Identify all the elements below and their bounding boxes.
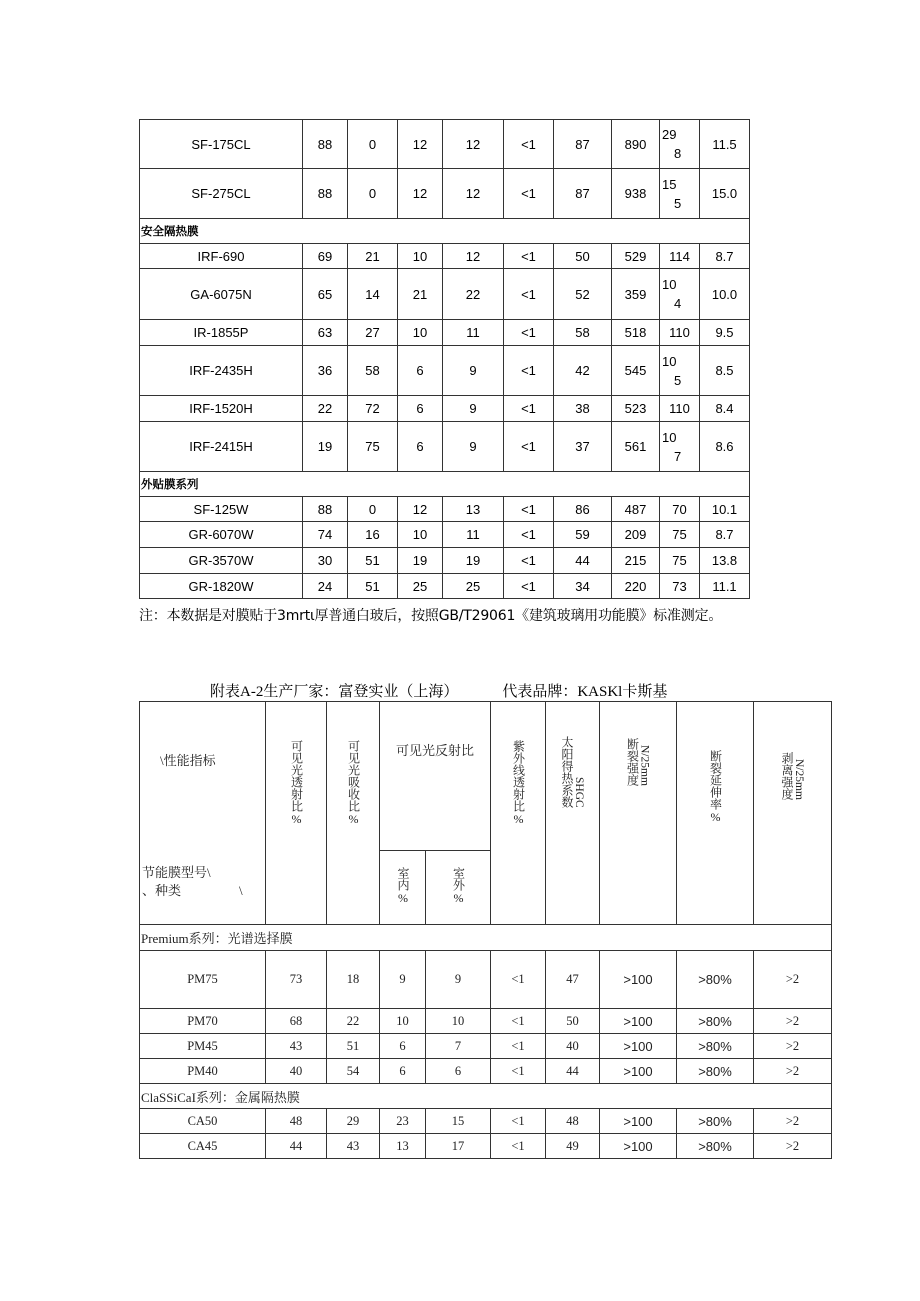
value-cell: 65 <box>303 269 348 320</box>
value-cell: 40 <box>266 1059 327 1084</box>
value-cell: 545 <box>612 346 660 396</box>
header-row <box>140 702 832 851</box>
value-cell: 87 <box>554 169 612 219</box>
model-cell: IRF-2435H <box>140 346 303 396</box>
value-cell: 52 <box>554 269 612 320</box>
value-cell: 44 <box>266 1134 327 1159</box>
value-cell: 15.0 <box>700 169 750 219</box>
value-cell: <1 <box>504 120 554 169</box>
value-cell: <1 <box>504 522 554 548</box>
split-value-bottom: 5 <box>674 195 682 211</box>
value-cell: >80% <box>677 1059 754 1084</box>
film-data-table-2 <box>139 701 832 1159</box>
table-row <box>140 1134 832 1159</box>
value-cell: 0 <box>348 120 398 169</box>
value-cell: <1 <box>491 1109 546 1134</box>
value-cell: 523 <box>612 396 660 422</box>
header-break-strength: 断裂强度N/25mm <box>600 702 677 925</box>
value-cell: 75 <box>660 548 700 574</box>
value-cell: <1 <box>504 396 554 422</box>
value-cell: 63 <box>303 320 348 346</box>
value-cell: 21 <box>398 269 443 320</box>
value-cell: 13 <box>380 1134 426 1159</box>
value-cell: 50 <box>546 1009 600 1034</box>
caption-brand: 代表品牌：KASKl卡斯基 <box>502 684 668 700</box>
value-cell: 6 <box>380 1034 426 1059</box>
model-cell: PM70 <box>140 1009 266 1034</box>
value-cell: 49 <box>546 1134 600 1159</box>
value-cell: 74 <box>303 522 348 548</box>
value-cell: <1 <box>504 548 554 574</box>
value-cell: 29 <box>327 1109 380 1134</box>
value-cell: 890 <box>612 120 660 169</box>
value-cell: 12 <box>443 244 504 269</box>
value-cell: >100 <box>600 1009 677 1034</box>
value-cell: 21 <box>348 244 398 269</box>
table-row <box>140 396 750 422</box>
table-row <box>140 320 750 346</box>
value-cell: 73 <box>266 951 327 1009</box>
header-indoor: 室内% <box>380 851 426 925</box>
value-cell: >100 <box>600 1134 677 1159</box>
split-value-bottom: 4 <box>674 296 682 311</box>
model-cell: CA45 <box>140 1134 266 1159</box>
table-row <box>140 120 750 169</box>
value-cell: >2 <box>754 1059 832 1084</box>
value-cell: 9 <box>443 422 504 472</box>
value-cell: <1 <box>504 574 554 599</box>
value-cell: 22 <box>327 1009 380 1034</box>
model-cell: IRF-2415H <box>140 422 303 472</box>
header-outdoor: 室外% <box>426 851 491 925</box>
value-cell: 50 <box>554 244 612 269</box>
value-cell: 19 <box>443 548 504 574</box>
value-cell: 114 <box>660 244 700 269</box>
value-cell: 11.5 <box>700 120 750 169</box>
header-visible-trans: 可见光透射比% <box>266 702 327 925</box>
value-cell: 14 <box>348 269 398 320</box>
value-cell: 6 <box>426 1059 491 1084</box>
value-cell: 58 <box>348 346 398 396</box>
table-row <box>140 422 750 472</box>
header-visible-abs: 可见光吸收比% <box>327 702 380 925</box>
header-visible-refl: 可见光反射比 <box>380 702 491 851</box>
split-value-cell <box>660 269 700 320</box>
split-value-top: 10 <box>662 429 677 445</box>
value-cell: 25 <box>398 574 443 599</box>
table-row <box>140 244 750 269</box>
value-cell: 12 <box>443 169 504 219</box>
value-cell: >2 <box>754 1009 832 1034</box>
table-row <box>140 548 750 574</box>
value-cell: 518 <box>612 320 660 346</box>
model-cell: CA50 <box>140 1109 266 1134</box>
value-cell: 487 <box>612 497 660 522</box>
value-cell: 9 <box>426 951 491 1009</box>
section-row <box>140 925 832 951</box>
value-cell: 8.6 <box>700 422 750 472</box>
value-cell: 12 <box>443 120 504 169</box>
value-cell: 42 <box>554 346 612 396</box>
value-cell: 44 <box>554 548 612 574</box>
value-cell: <1 <box>491 951 546 1009</box>
value-cell: <1 <box>491 1034 546 1059</box>
value-cell: >2 <box>754 951 832 1009</box>
value-cell: >80% <box>677 1009 754 1034</box>
value-cell: 68 <box>266 1009 327 1034</box>
value-cell: >2 <box>754 1034 832 1059</box>
value-cell: 8.5 <box>700 346 750 396</box>
value-cell: 22 <box>303 396 348 422</box>
split-value-top: 29 <box>662 127 677 142</box>
value-cell: 561 <box>612 422 660 472</box>
split-value-bottom: 5 <box>674 372 682 388</box>
table-row <box>140 1009 832 1034</box>
value-cell: 9 <box>443 396 504 422</box>
value-cell: 529 <box>612 244 660 269</box>
value-cell: 10 <box>426 1009 491 1034</box>
table-row <box>140 169 750 219</box>
value-cell: 12 <box>398 497 443 522</box>
value-cell: >100 <box>600 1109 677 1134</box>
table-row <box>140 497 750 522</box>
value-cell: 40 <box>546 1034 600 1059</box>
model-cell: SF-275CL <box>140 169 303 219</box>
value-cell: 8.4 <box>700 396 750 422</box>
value-cell: 51 <box>348 548 398 574</box>
value-cell: >100 <box>600 1059 677 1084</box>
table-row <box>140 1034 832 1059</box>
value-cell: 110 <box>660 320 700 346</box>
value-cell: 19 <box>398 548 443 574</box>
split-value-cell <box>660 346 700 396</box>
model-cell: GR-6070W <box>140 522 303 548</box>
type-label: 、种类 \ <box>142 883 243 898</box>
model-cell: SF-175CL <box>140 120 303 169</box>
value-cell: 16 <box>348 522 398 548</box>
value-cell: >80% <box>677 1134 754 1159</box>
model-cell: PM45 <box>140 1034 266 1059</box>
section-heading: 安全隔热膜 <box>140 219 750 244</box>
value-cell: >80% <box>677 1109 754 1134</box>
value-cell: 34 <box>554 574 612 599</box>
value-cell: 54 <box>327 1059 380 1084</box>
value-cell: <1 <box>491 1009 546 1034</box>
value-cell: <1 <box>504 320 554 346</box>
header-uv-trans: 紫外线透射比% <box>491 702 546 925</box>
value-cell: >100 <box>600 1034 677 1059</box>
model-cell: PM40 <box>140 1059 266 1084</box>
model-cell: IR-1855P <box>140 320 303 346</box>
value-cell: 10 <box>380 1009 426 1034</box>
perf-indicator-label: \性能指标 <box>160 753 216 768</box>
header-peel-strength: 剥离强度N/25mm <box>754 702 832 925</box>
value-cell: 19 <box>303 422 348 472</box>
value-cell: 30 <box>303 548 348 574</box>
value-cell: 48 <box>266 1109 327 1134</box>
value-cell: 7 <box>426 1034 491 1059</box>
value-cell: 43 <box>266 1034 327 1059</box>
section-row <box>140 472 750 497</box>
table-row <box>140 269 750 320</box>
value-cell: 9 <box>380 951 426 1009</box>
value-cell: 75 <box>348 422 398 472</box>
value-cell: 0 <box>348 169 398 219</box>
model-cell: SF-125W <box>140 497 303 522</box>
header-corner-cell <box>140 702 266 925</box>
value-cell: 88 <box>303 497 348 522</box>
value-cell: 73 <box>660 574 700 599</box>
value-cell: <1 <box>504 346 554 396</box>
value-cell: 59 <box>554 522 612 548</box>
value-cell: >80% <box>677 1034 754 1059</box>
split-value-bottom: 8 <box>674 146 682 161</box>
table-row <box>140 1059 832 1084</box>
value-cell: 13 <box>443 497 504 522</box>
caption-manufacturer: 附表A-2生产厂家：富登实业（上海） <box>210 684 459 700</box>
value-cell: 38 <box>554 396 612 422</box>
header-solar-heat: 太阳得热系数SHGC <box>546 702 600 925</box>
value-cell: <1 <box>504 169 554 219</box>
value-cell: 11.1 <box>700 574 750 599</box>
value-cell: 209 <box>612 522 660 548</box>
value-cell: 8.7 <box>700 244 750 269</box>
value-cell: <1 <box>504 422 554 472</box>
value-cell: 88 <box>303 120 348 169</box>
value-cell: <1 <box>504 497 554 522</box>
value-cell: <1 <box>504 244 554 269</box>
model-cell: IRF-1520H <box>140 396 303 422</box>
value-cell: 11 <box>443 320 504 346</box>
value-cell: 10 <box>398 244 443 269</box>
value-cell: 11 <box>443 522 504 548</box>
value-cell: 70 <box>660 497 700 522</box>
value-cell: <1 <box>491 1134 546 1159</box>
value-cell: 12 <box>398 120 443 169</box>
value-cell: 17 <box>426 1134 491 1159</box>
table-row <box>140 574 750 599</box>
model-cell: GA-6075N <box>140 269 303 320</box>
value-cell: 23 <box>380 1109 426 1134</box>
model-cell: GR-3570W <box>140 548 303 574</box>
value-cell: 51 <box>348 574 398 599</box>
split-value-top: 10 <box>662 353 677 369</box>
section-heading: ClaSSiCaI系列：金属隔热膜 <box>140 1084 832 1109</box>
model-cell: PM75 <box>140 951 266 1009</box>
value-cell: 359 <box>612 269 660 320</box>
split-value-top: 15 <box>662 176 677 192</box>
value-cell: 47 <box>546 951 600 1009</box>
value-cell: 36 <box>303 346 348 396</box>
film-data-table-1 <box>139 119 750 599</box>
value-cell: 938 <box>612 169 660 219</box>
value-cell: 27 <box>348 320 398 346</box>
table-row <box>140 522 750 548</box>
value-cell: 22 <box>443 269 504 320</box>
value-cell: 15 <box>426 1109 491 1134</box>
value-cell: 51 <box>327 1034 380 1059</box>
value-cell: 72 <box>348 396 398 422</box>
value-cell: 44 <box>546 1059 600 1084</box>
split-value-bottom: 7 <box>674 448 682 464</box>
table-row <box>140 1109 832 1134</box>
value-cell: 88 <box>303 169 348 219</box>
section-row <box>140 219 750 244</box>
value-cell: 13.8 <box>700 548 750 574</box>
value-cell: 86 <box>554 497 612 522</box>
model-label: 节能膜型号\ <box>142 865 211 880</box>
table-row <box>140 346 750 396</box>
section-row <box>140 1084 832 1109</box>
value-cell: 10.0 <box>700 269 750 320</box>
split-value-cell <box>660 422 700 472</box>
value-cell: <1 <box>491 1059 546 1084</box>
value-cell: 12 <box>398 169 443 219</box>
value-cell: 6 <box>398 346 443 396</box>
value-cell: 48 <box>546 1109 600 1134</box>
table-caption <box>210 680 667 701</box>
value-cell: 6 <box>380 1059 426 1084</box>
value-cell: 43 <box>327 1134 380 1159</box>
model-cell: GR-1820W <box>140 574 303 599</box>
section-heading: Premium系列：光谱选择膜 <box>140 925 832 951</box>
value-cell: 10 <box>398 522 443 548</box>
value-cell: >100 <box>600 951 677 1009</box>
value-cell: 75 <box>660 522 700 548</box>
value-cell: 9.5 <box>700 320 750 346</box>
section-heading: 外贴膜系列 <box>140 472 750 497</box>
value-cell: 6 <box>398 396 443 422</box>
value-cell: 25 <box>443 574 504 599</box>
table-row <box>140 951 832 1009</box>
value-cell: 215 <box>612 548 660 574</box>
header-elongation: 断裂延伸率% <box>677 702 754 925</box>
value-cell: 0 <box>348 497 398 522</box>
value-cell: 69 <box>303 244 348 269</box>
value-cell: 58 <box>554 320 612 346</box>
value-cell: 87 <box>554 120 612 169</box>
value-cell: >2 <box>754 1134 832 1159</box>
value-cell: 24 <box>303 574 348 599</box>
split-value-cell <box>660 120 700 169</box>
value-cell: <1 <box>504 269 554 320</box>
value-cell: 110 <box>660 396 700 422</box>
value-cell: 6 <box>398 422 443 472</box>
value-cell: 8.7 <box>700 522 750 548</box>
split-value-cell <box>660 169 700 219</box>
value-cell: >2 <box>754 1109 832 1134</box>
value-cell: 10.1 <box>700 497 750 522</box>
value-cell: 220 <box>612 574 660 599</box>
value-cell: 37 <box>554 422 612 472</box>
split-value-top: 10 <box>662 277 677 292</box>
value-cell: 9 <box>443 346 504 396</box>
value-cell: 10 <box>398 320 443 346</box>
model-cell: IRF-690 <box>140 244 303 269</box>
table-note: 注：本数据是对膜贴于3mrtι厚普通白玻后，按照GB/T29061《建筑玻璃用功能膜》标准测定。 <box>139 608 723 624</box>
value-cell: 18 <box>327 951 380 1009</box>
value-cell: >80% <box>677 951 754 1009</box>
